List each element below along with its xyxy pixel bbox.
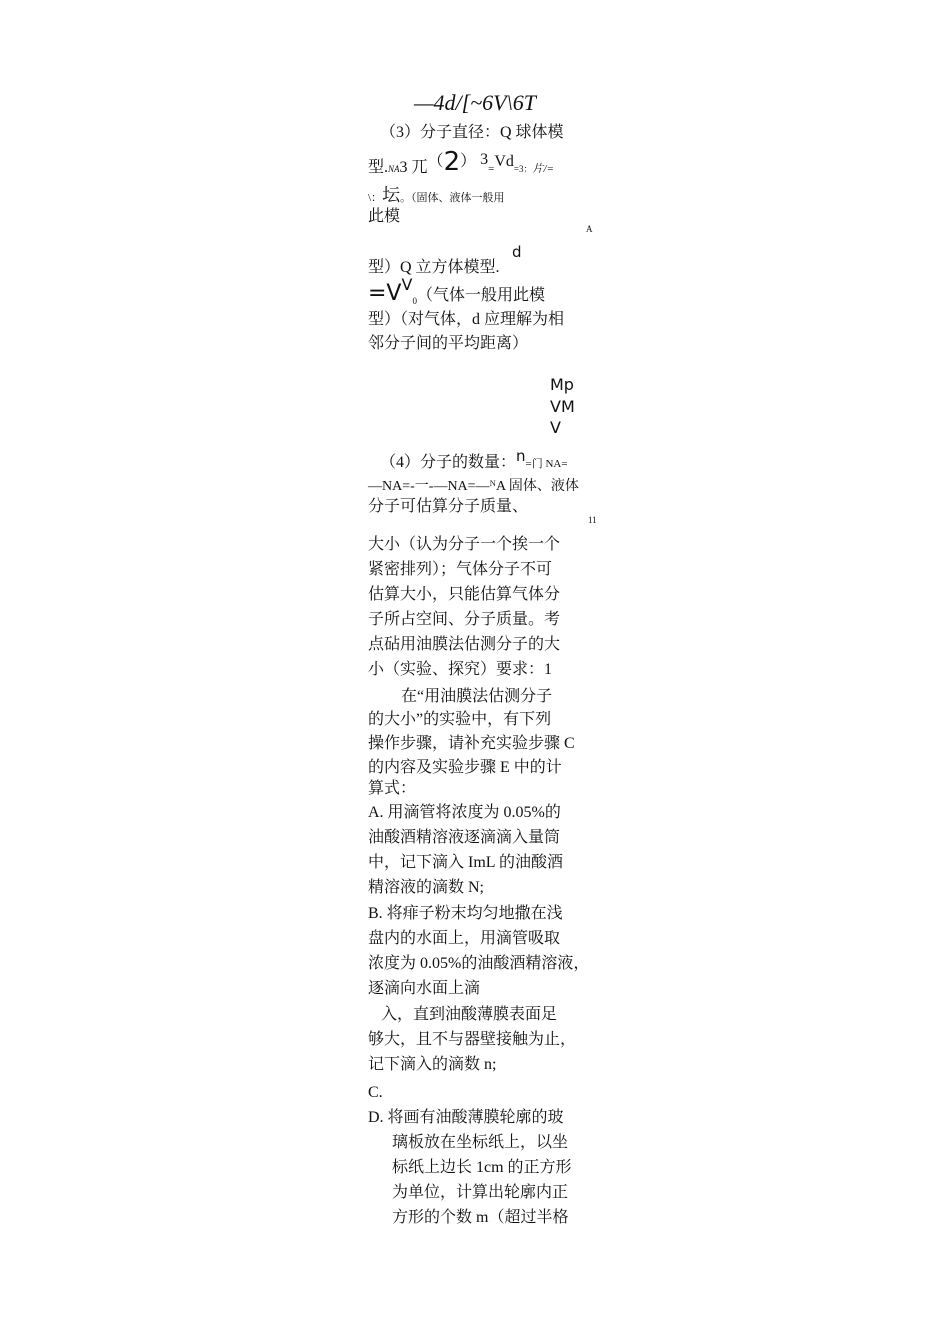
- body-line: 紧密排列）；气体分子不可: [368, 561, 553, 578]
- step-b: 够大，且不与器壁接触为止，: [368, 1031, 577, 1048]
- v-sup: V: [401, 275, 413, 294]
- body-line: 子所占空间、分子质量。考: [368, 611, 561, 628]
- section-3-line-2: [368, 147, 554, 182]
- text: 坛: [382, 185, 401, 205]
- step-b: 入，直到油酸薄膜表面足: [381, 1006, 558, 1023]
- text: （气体一般用此模: [416, 287, 545, 304]
- mark-a: A: [586, 224, 593, 234]
- eq-v: =V: [368, 281, 402, 306]
- section-3-line-1: （3）分子直径：Q 球体模: [380, 124, 564, 141]
- text: \：: [368, 192, 383, 204]
- mark-11: 11: [588, 515, 597, 525]
- na-sub: NA: [388, 164, 400, 174]
- eq: =: [488, 163, 495, 175]
- section-3-line-6: [368, 275, 545, 310]
- body-line: 大小（认为分子一个挨一个: [368, 536, 561, 553]
- step-b: 逐滴向水面上滴: [368, 980, 481, 997]
- question-intro: 的内容及实验步骤 E 中的计: [368, 759, 562, 776]
- formula-mp: Mp: [550, 375, 574, 394]
- n-symbol: n: [516, 447, 526, 465]
- section-4-line-2: —NA=-一-—NA=—ᴺA 固体、液体: [368, 479, 579, 494]
- body-line: 估算大小，只能估算气体分: [368, 586, 561, 603]
- text: 型）Q 立方体模型.: [368, 259, 500, 276]
- formula-v: V: [550, 418, 561, 437]
- vd: Vd: [494, 153, 514, 170]
- step-d: 为单位，计算出轮廓内正: [392, 1184, 569, 1201]
- text: 型.: [368, 159, 389, 176]
- step-d: 璃板放在坐标纸上，以坐: [392, 1134, 569, 1151]
- section-4-line-3: 分子可估算分子质量、: [368, 498, 529, 515]
- step-b: 浓度为 0.05%的油酸酒精溶液，: [368, 955, 590, 972]
- step-c: C.: [368, 1084, 383, 1101]
- step-d: D. 将画有油酸薄膜轮廓的玻: [368, 1109, 564, 1126]
- section-3-line-7: 型）（对气体，d 应理解为相: [368, 311, 565, 328]
- step-b: 盘内的水面上，用滴管吸取: [368, 930, 561, 947]
- body-line: 点砧用油膜法估测分子的大: [368, 636, 561, 653]
- step-b: B. 将痱子粉末均匀地撒在浅: [368, 905, 563, 922]
- section-4-line-1: [380, 447, 568, 477]
- question-intro: 在“用油膜法估测分子: [401, 688, 553, 705]
- sup: 3: [480, 151, 489, 168]
- step-d: 标纸上边长 1cm 的正方形: [392, 1159, 572, 1176]
- top-formula: —4d/[~6V\6T: [414, 90, 536, 115]
- question-intro: 算式：: [368, 780, 417, 797]
- step-d: 方形的个数 m（超过半格: [392, 1209, 569, 1226]
- step-a: 精溶液的滴数 N;: [368, 879, 485, 896]
- question-intro: 操作步骤，请补充实验步骤 C: [368, 735, 575, 752]
- question-intro: 的大小”的实验中，有下列: [368, 711, 552, 728]
- step-a: 油酸酒精溶液逐滴滴入量筒: [368, 829, 561, 846]
- section-3-line-5: [368, 255, 500, 280]
- section-3-line-8: 邻分子间的平均距离）: [368, 335, 529, 352]
- text: （4）分子的数量：: [380, 454, 517, 471]
- d-symbol: d: [512, 243, 522, 261]
- paren: （: [427, 153, 444, 170]
- big-two: 2: [443, 147, 461, 177]
- frac: 片/=: [532, 163, 554, 175]
- eq3: =3：: [513, 164, 533, 174]
- paren: ）: [460, 153, 477, 170]
- body-line: 小（实验、探究）要求：1: [368, 661, 553, 678]
- step-a: A. 用滴管将浓度为 0.05%的: [368, 804, 561, 821]
- text: 3 兀: [399, 159, 428, 176]
- section-3-line-4: 此模: [368, 208, 401, 225]
- text: =门 NA=: [525, 458, 568, 470]
- step-b: 记下滴入的滴数 n;: [368, 1056, 497, 1073]
- formula-vm: VM: [550, 397, 575, 416]
- zero-sub: 0: [412, 296, 417, 306]
- text: 。（固体、液体一般用: [400, 192, 505, 204]
- step-a: 中，记下滴入 ImL 的油酸酒: [368, 854, 563, 871]
